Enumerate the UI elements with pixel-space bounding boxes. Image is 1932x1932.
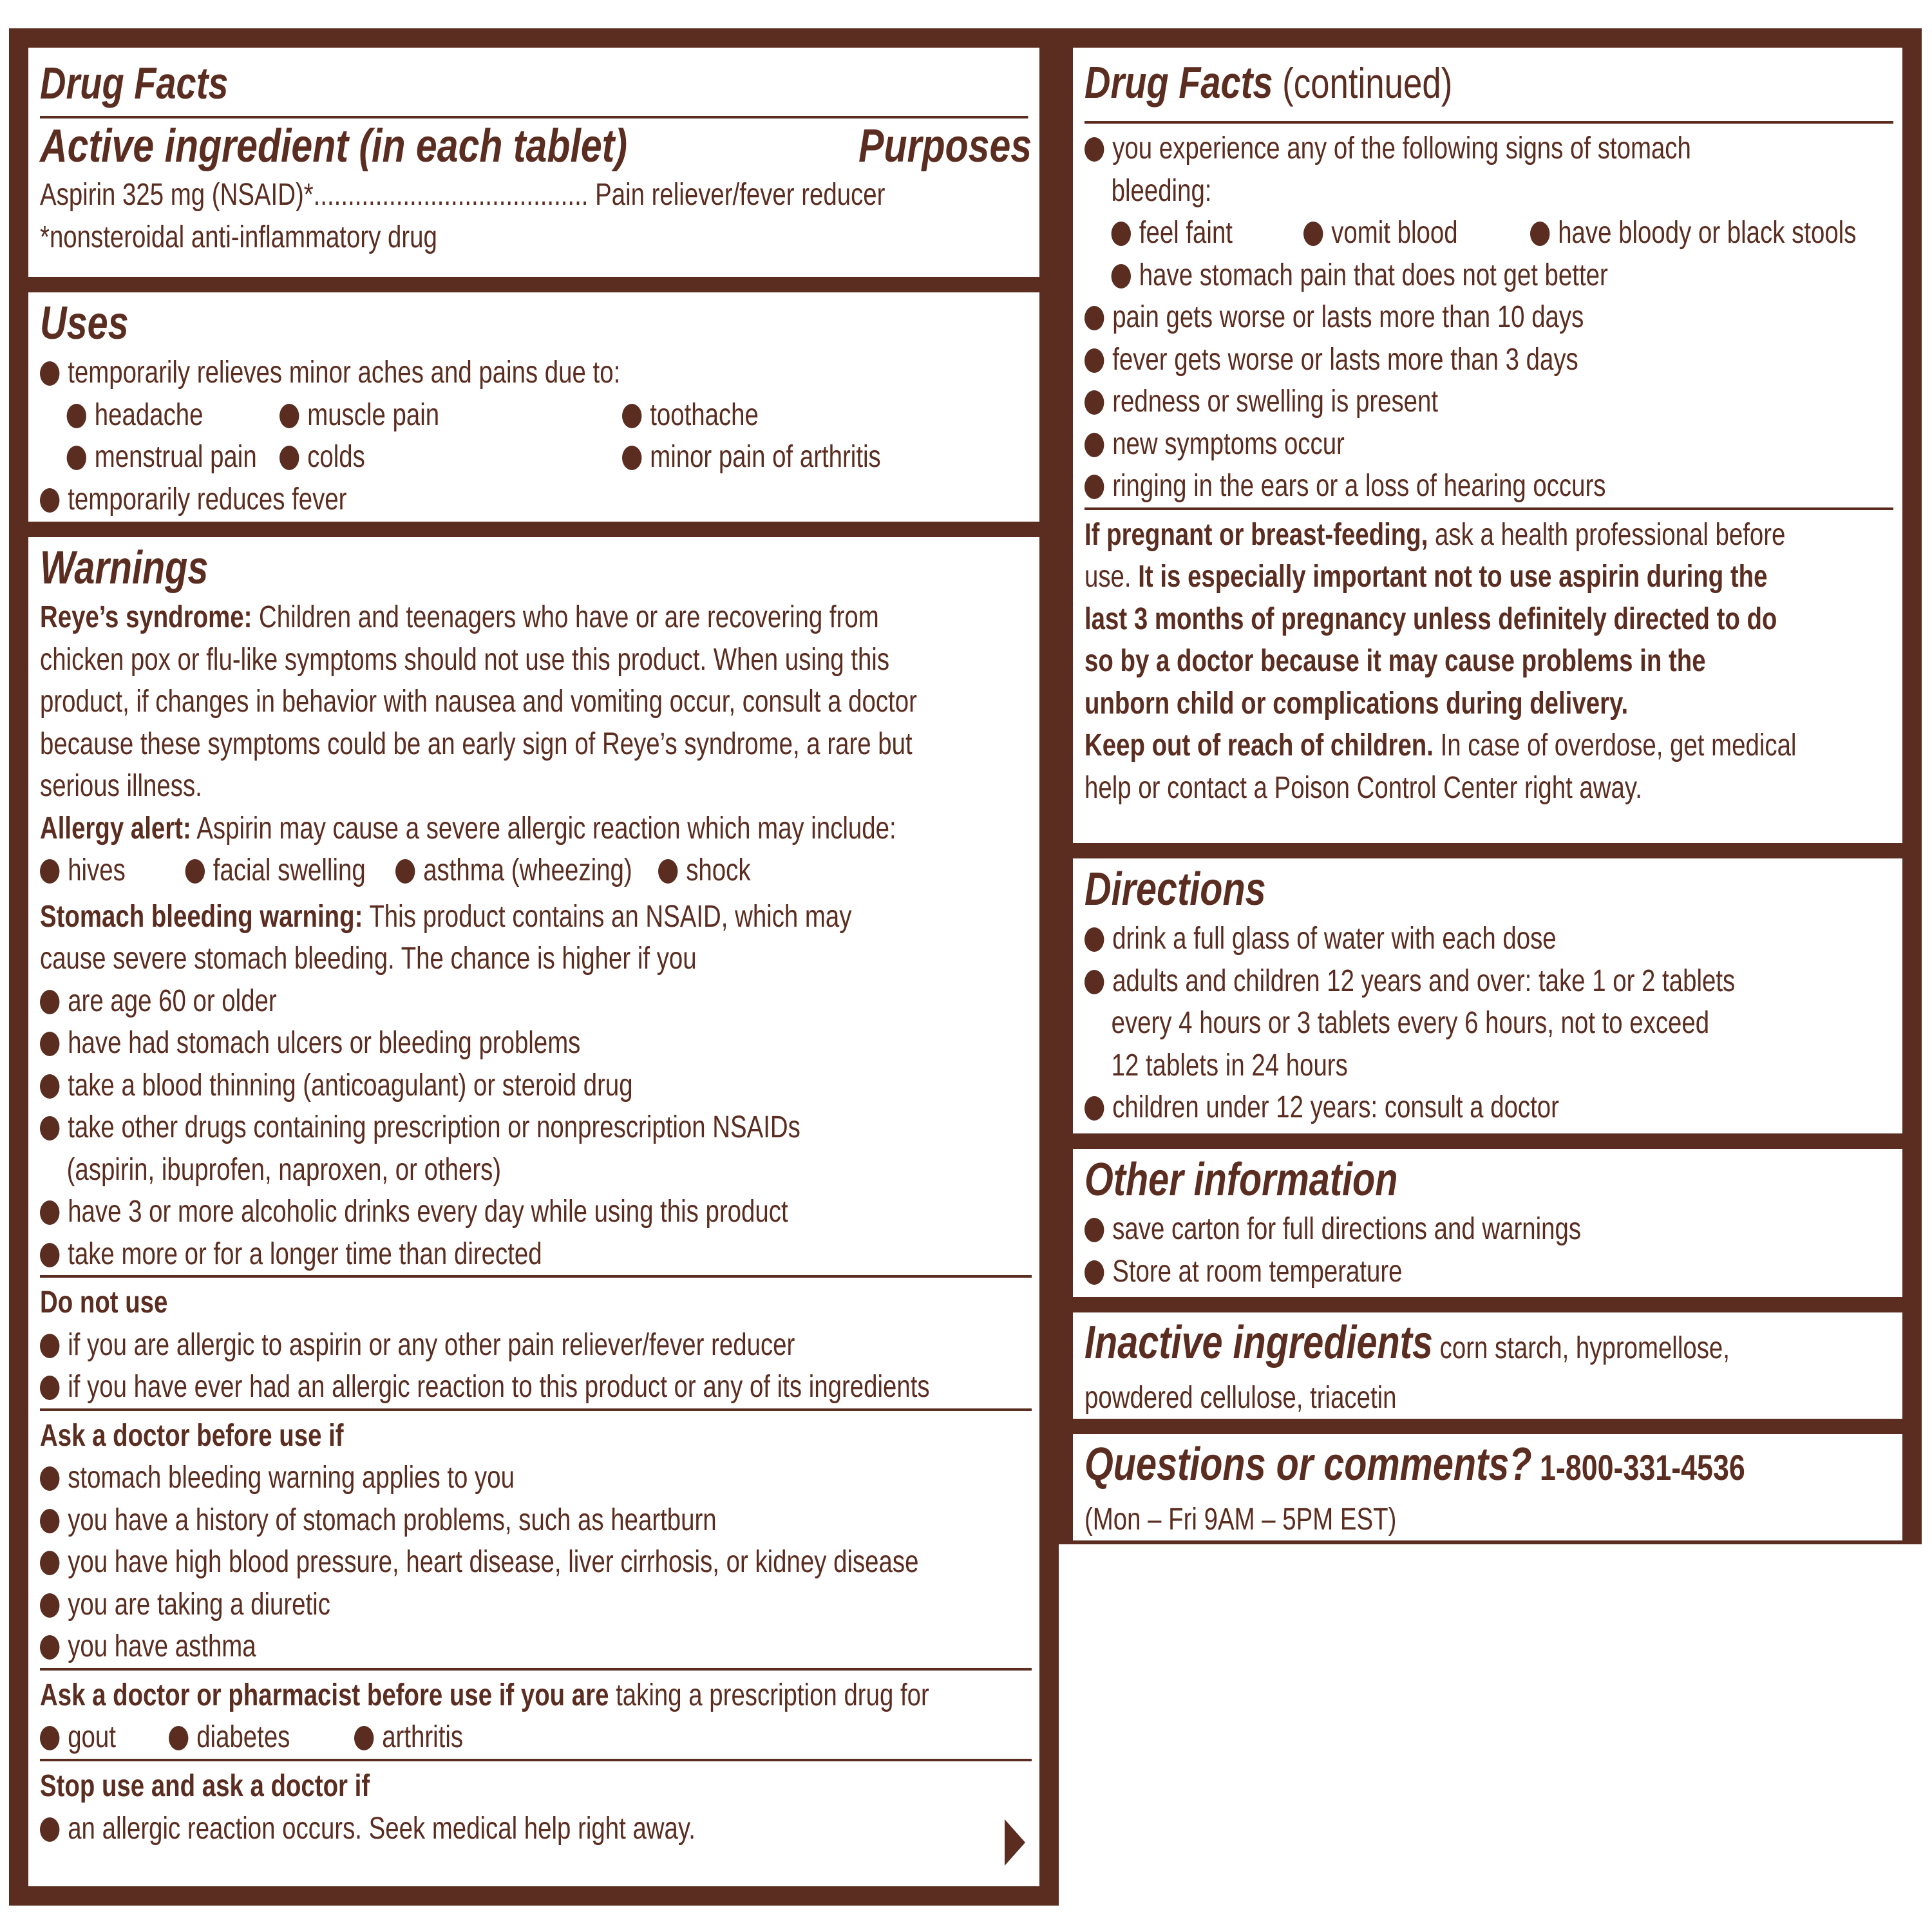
ask-pharmacist-label: Ask a doctor or pharmacist before use if you are	[40, 1678, 609, 1712]
uses-item: temporarily reduces fever	[40, 478, 1028, 521]
allergy-label: Allergy alert:	[40, 811, 191, 846]
uses-subitem: colds	[279, 436, 365, 478]
uses-subitems-row	[40, 394, 1039, 437]
stomach-item: are age 60 or older	[40, 980, 1028, 1023]
ask-pharmacist-line: Ask a doctor or pharmacist before use if you are taking a prescription drug for	[40, 1678, 929, 1712]
stop-cont-item-continued: bleeding:	[1111, 173, 1212, 208]
purposes-heading: Purposes	[858, 120, 1032, 172]
reye-text: because these symptoms could be an early sign of Reye’s syndrome, a rare but	[40, 726, 913, 761]
bullet-icon	[1112, 222, 1131, 246]
inactive-ingredients-heading: Inactive ingredients	[1084, 1317, 1433, 1368]
bullet-icon	[40, 1074, 59, 1099]
questions-hours: (Mon – Fri 9AM – 5PM EST)	[1084, 1502, 1397, 1537]
bullet-icon	[1112, 264, 1131, 289]
bullet-icon	[40, 1243, 59, 1267]
stop-cont-item: redness or swelling is present	[1084, 381, 1891, 423]
drug-facts-title: Drug Facts	[40, 50, 1028, 118]
keep-out-label: Keep out of reach of children.	[1084, 728, 1434, 762]
ask-doctor-item: you have a history of stomach problems, such as heartburn	[40, 1499, 1028, 1542]
bullet-icon	[40, 361, 59, 386]
stop-cont-subitem: feel faint	[1112, 212, 1233, 254]
bullet-icon	[40, 488, 59, 513]
bullet-icon	[40, 1334, 59, 1358]
directions-item-continued: 12 tablets in 24 hours	[1111, 1048, 1348, 1083]
uses-subitem: minor pain of arthritis	[622, 436, 881, 478]
reye-text: chicken pox or flu-like symptoms should not use this product. When using this	[40, 642, 890, 677]
allergy-item: shock	[658, 849, 751, 892]
other-information-panel	[1073, 1149, 1902, 1297]
bullet-icon	[40, 1635, 59, 1660]
ask-doctor-item: stomach bleeding warning applies to you	[40, 1457, 1028, 1499]
stop-cont-subitems-row	[1084, 212, 1891, 254]
ask-doctor-item: you have high blood pressure, heart disease, liver cirrhosis, or kidney disease	[40, 1541, 1028, 1584]
active-ingredient-line	[40, 174, 1028, 216]
bullet-icon	[658, 859, 677, 884]
bullet-icon	[1084, 306, 1104, 330]
continued-panel	[1073, 48, 1902, 843]
other-information-heading: Other information	[1084, 1154, 1398, 1206]
stop-cont-item: ringing in the ears or a loss of hearing occurs	[1084, 465, 1893, 510]
inactive-ingredients-line: Inactive ingredients corn starch, hypromellose,	[1084, 1317, 1730, 1368]
uses-subitem: menstrual pain	[67, 436, 257, 478]
allergy-item: facial swelling	[185, 849, 366, 892]
keep-out-text: help or contact a Poison Control Center right away.	[1084, 770, 1642, 805]
ask-pharmacist-item: arthritis	[354, 1716, 463, 1759]
bullet-icon	[40, 1466, 59, 1491]
ask-pharmacist-item: diabetes	[169, 1716, 290, 1759]
drug-facts-left-column	[9, 28, 1059, 1906]
active-ingredient-heading: Active ingredient (in each tablet)	[40, 120, 628, 172]
pregnant-bold-text: last 3 months of pregnancy unless definitely directed to do	[1084, 601, 1777, 636]
stop-use-item: an allergic reaction occurs. Seek medical help right away.	[40, 1808, 1028, 1850]
do-not-use-item: if you have ever had an allergic reaction to this product or any of its ingredients	[40, 1366, 1032, 1411]
stop-cont-subitem: vomit blood	[1303, 212, 1458, 254]
allergy-item: asthma (wheezing)	[395, 849, 632, 892]
bullet-icon	[40, 1509, 59, 1533]
ask-pharmacist-items-row	[40, 1716, 1032, 1761]
questions-panel	[1073, 1434, 1902, 1540]
bullet-icon	[622, 446, 641, 470]
stop-use-heading: Stop use and ask a doctor if	[40, 1769, 370, 1803]
bullet-icon	[67, 446, 86, 470]
bullet-icon	[1084, 137, 1104, 162]
directions-item: adults and children 12 years and over: take 1 or 2 tablets	[1084, 960, 1891, 1003]
bullet-icon	[40, 1817, 59, 1842]
stomach-item: take more or for a longer time than directed	[40, 1233, 1032, 1278]
pregnant-line: If pregnant or breast-feeding, ask a health professional before	[1084, 517, 1786, 552]
questions-line	[1084, 1437, 1891, 1499]
bullet-icon	[1084, 970, 1104, 994]
bullet-icon	[279, 404, 299, 428]
uses-heading: Uses	[40, 298, 129, 349]
stomach-item-continued: (aspirin, ibuprofen, naproxen, or others)	[66, 1152, 502, 1187]
bullet-icon	[1303, 222, 1323, 246]
allergy-items-row	[40, 849, 1028, 892]
reye-text: serious illness.	[40, 769, 202, 803]
stop-cont-item: fever gets worse or lasts more than 3 days	[1084, 339, 1891, 381]
bullet-icon	[1084, 1096, 1104, 1121]
bullet-icon	[40, 1593, 59, 1618]
reye-label: Reye’s syndrome:	[40, 600, 252, 634]
bullet-icon	[40, 1726, 59, 1750]
bullet-icon	[1530, 222, 1549, 246]
pregnant-bold-text: so by a doctor because it may cause problems in the	[1084, 644, 1706, 678]
pregnant-line: use. It is especially important not to use aspirin during the	[1084, 560, 1768, 594]
stop-cont-item: pain gets worse or lasts more than 10 days	[1084, 296, 1891, 339]
stop-cont-item: new symptoms occur	[1084, 423, 1891, 466]
bullet-icon	[1084, 1260, 1104, 1285]
bullet-icon	[1084, 348, 1104, 373]
pregnant-bold-text: unborn child or complications during delivery.	[1084, 686, 1629, 721]
drug-facts-continued-title	[1084, 50, 1893, 124]
continued-label: (continued)	[1273, 59, 1453, 107]
allergy-alert-line: Allergy alert: Aspirin may cause a severe allergic reaction which may include:	[40, 811, 896, 846]
warnings-heading: Warnings	[40, 542, 209, 594]
bullet-icon	[622, 404, 641, 428]
stomach-warning-line: Stomach bleeding warning: This product contains an NSAID, which may	[40, 899, 852, 934]
bullet-icon	[40, 1200, 59, 1225]
bullet-icon	[1084, 390, 1104, 415]
do-not-use-heading: Do not use	[40, 1285, 168, 1320]
ingredient-name: Aspirin 325 mg (NSAID)*	[40, 178, 314, 212]
ask-doctor-item: you are taking a diuretic	[40, 1584, 1028, 1626]
bullet-icon	[40, 1032, 59, 1056]
ingredient-dots: ........................................	[313, 178, 589, 212]
bullet-icon	[185, 859, 205, 884]
warnings-panel	[28, 537, 1039, 1886]
bullet-icon	[67, 404, 86, 428]
allergy-item: hives	[40, 849, 126, 892]
bullet-icon	[395, 859, 415, 884]
bullet-icon	[1084, 927, 1104, 952]
stomach-item: have 3 or more alcoholic drinks every day while using this product	[40, 1191, 1028, 1233]
stop-cont-subitem: have bloody or black stools	[1530, 212, 1856, 254]
stomach-warning-text: cause severe stomach bleeding. The chance is higher if you	[40, 942, 697, 976]
directions-heading: Directions	[1084, 864, 1266, 915]
active-ingredient-panel	[28, 48, 1039, 277]
stomach-label: Stomach bleeding warning:	[40, 899, 363, 934]
ingredient-purpose: Pain reliever/fever reducer	[595, 178, 886, 212]
directions-panel	[1073, 858, 1902, 1133]
questions-heading: Questions or comments?	[1084, 1439, 1532, 1490]
bullet-icon	[1084, 1218, 1104, 1242]
keep-out-line: Keep out of reach of children. In case of overdose, get medical	[1084, 728, 1797, 762]
inactive-ingredients-panel	[1073, 1312, 1902, 1419]
questions-phone: 1-800-331-4536	[1531, 1447, 1745, 1488]
continued-title: Drug Facts	[1084, 57, 1273, 108]
ask-doctor-heading: Ask a doctor before use if	[40, 1418, 344, 1453]
uses-item: temporarily relieves minor aches and pains due to:	[40, 352, 1028, 394]
bullet-icon	[169, 1726, 188, 1750]
reye-syndrome-line: Reye’s syndrome: Children and teenagers who have or are recovering from	[40, 600, 879, 634]
bullet-icon	[1084, 475, 1104, 499]
uses-subitems-row	[40, 436, 1039, 478]
stomach-item: have had stomach ulcers or bleeding problems	[40, 1022, 1028, 1065]
stop-cont-item: you experience any of the following signs of stomach	[1084, 128, 1891, 170]
uses-subitem: toothache	[622, 394, 759, 437]
bullet-icon	[40, 859, 59, 884]
ask-doctor-item: you have asthma	[40, 1625, 1032, 1671]
stomach-item: take a blood thinning (anticoagulant) or steroid drug	[40, 1065, 1028, 1107]
uses-panel	[28, 292, 1039, 522]
ask-pharmacist-item: gout	[40, 1716, 116, 1759]
drug-facts-right-column	[1059, 28, 1922, 1544]
directions-item: drink a full glass of water with each dose	[1084, 918, 1891, 960]
bullet-icon	[40, 1376, 59, 1400]
other-information-item: save carton for full directions and warnings	[1084, 1208, 1891, 1251]
inactive-ingredients-text: powdered cellulose, triacetin	[1084, 1381, 1397, 1415]
bullet-icon	[279, 446, 299, 470]
other-information-item: Store at room temperature	[1084, 1251, 1891, 1293]
uses-subitem: headache	[67, 394, 204, 437]
directions-item-continued: every 4 hours or 3 tablets every 6 hours, not to exceed	[1111, 1006, 1710, 1040]
stop-cont-subitem: have stomach pain that does not get better	[1084, 254, 1902, 297]
bullet-icon	[40, 990, 59, 1014]
directions-item: children under 12 years: consult a doctor	[1084, 1086, 1891, 1129]
bullet-icon	[1084, 433, 1104, 457]
reye-text: product, if changes in behavior with nausea and vomiting occur, consult a doctor	[40, 685, 917, 719]
bullet-icon	[354, 1726, 374, 1750]
stomach-item: take other drugs containing prescription or nonprescription NSAIDs	[40, 1106, 1028, 1149]
nsaid-footnote: *nonsteroidal anti-inflammatory drug	[40, 220, 437, 254]
bullet-icon	[40, 1116, 59, 1141]
uses-subitem: muscle pain	[279, 394, 439, 437]
continue-arrow-icon	[1005, 1819, 1025, 1866]
bullet-icon	[40, 1551, 59, 1575]
pregnant-label: If pregnant or breast-feeding,	[1084, 517, 1428, 552]
do-not-use-item: if you are allergic to aspirin or any other pain reliever/fever reducer	[40, 1324, 1028, 1367]
